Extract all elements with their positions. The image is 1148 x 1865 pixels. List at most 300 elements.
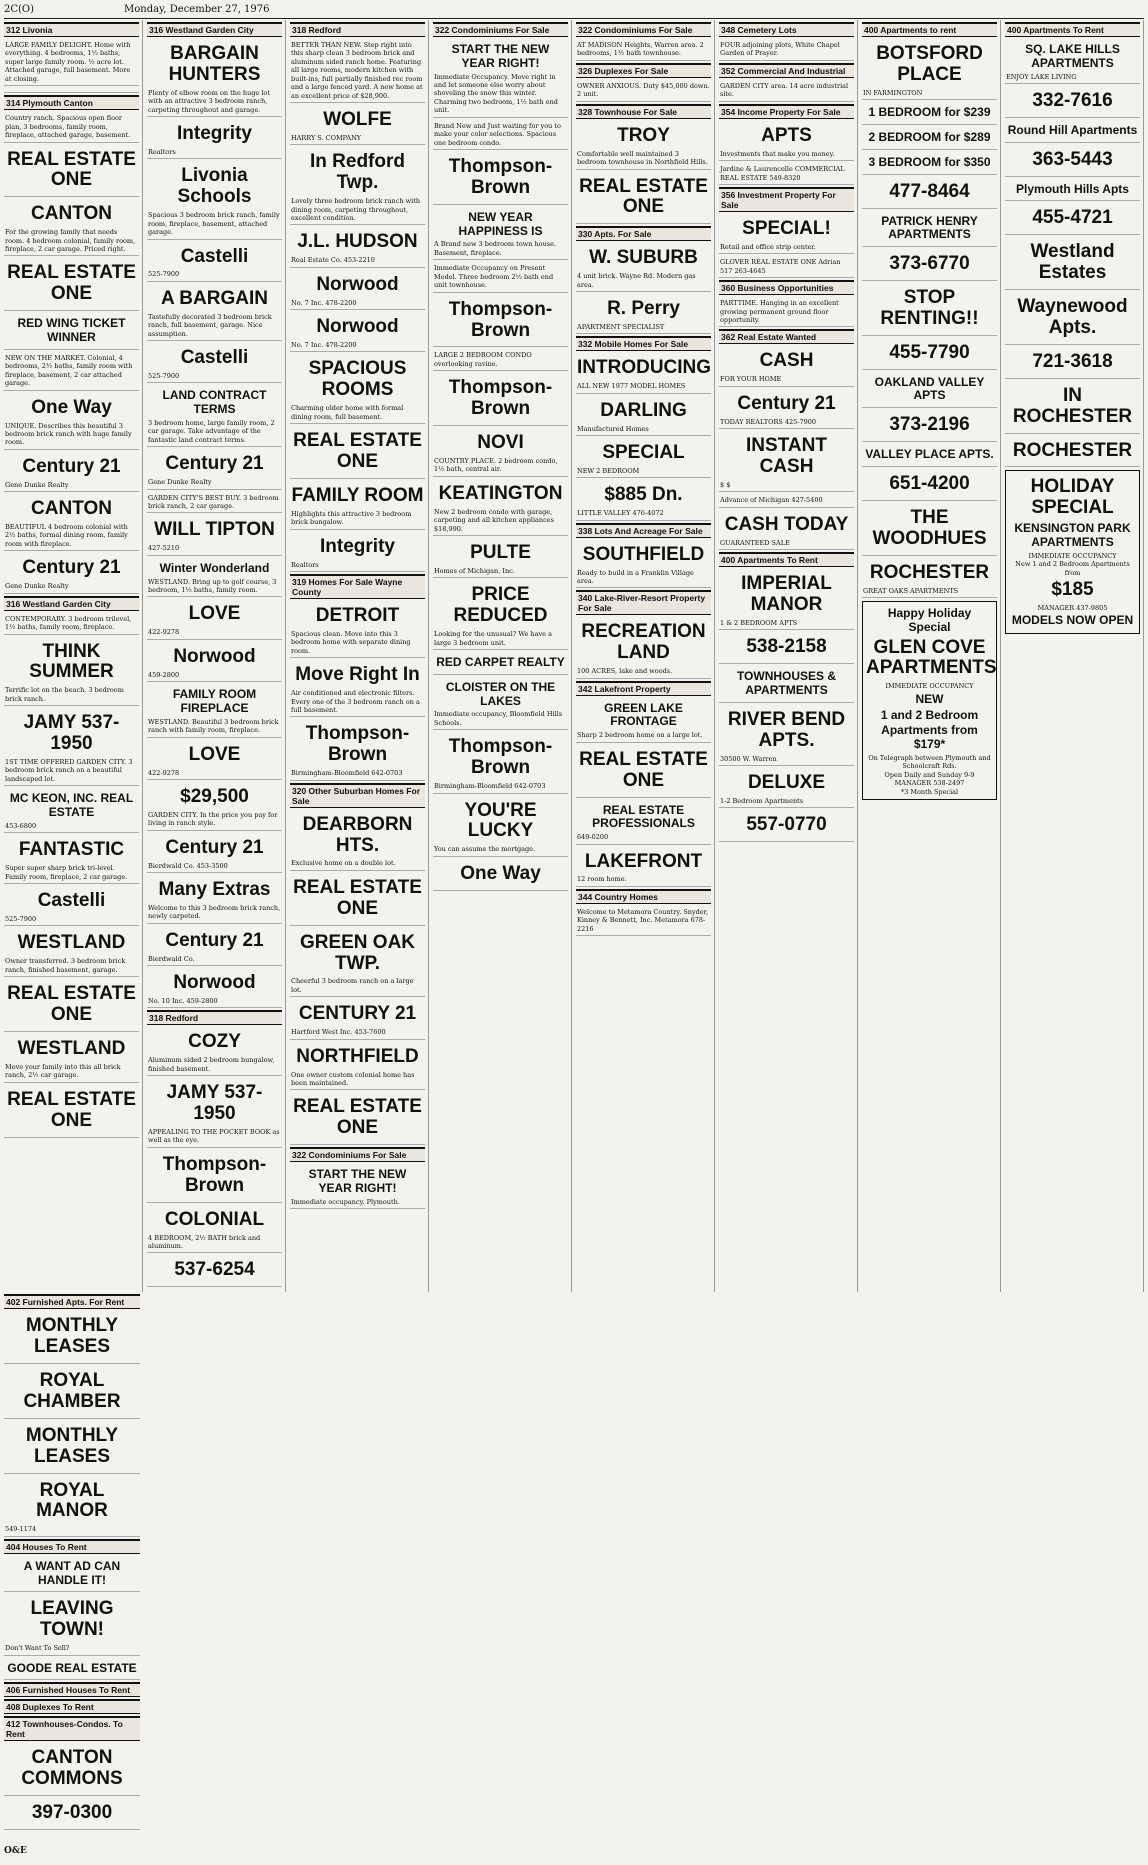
classified-ad (147, 161, 282, 239)
classified-ad (290, 873, 425, 926)
ad-headline: REAL ESTATE ONE (293, 876, 422, 919)
ad-headline: RED WING TICKET WINNER (17, 316, 126, 345)
ad-body: Realtors (291, 560, 319, 569)
column-1 (4, 20, 143, 1292)
ad-headline: 332-7616 (1032, 90, 1113, 112)
ad-body: One owner custom colonial home has been maintained. (291, 1070, 415, 1087)
ad-headline: Century 21 (22, 455, 121, 477)
ad-body: NEW 2 BEDROOM (577, 466, 640, 475)
holiday-special-ad (1005, 470, 1140, 634)
section-heading: 354 Income Property For Sale (719, 104, 854, 119)
ad-headline: Thompson-Brown (162, 1153, 267, 1196)
ad-headline: REAL ESTATE ONE (7, 148, 136, 191)
ad-headline: ROYAL MANOR (36, 1479, 108, 1522)
ad-body: Investments that make you money. (720, 149, 835, 158)
ad-body: 4 BEDROOM, 2½ BATH brick and aluminum. (148, 1233, 261, 1250)
ad-body: 649-0200 (577, 833, 609, 842)
ad-headline: DELUXE (747, 772, 826, 794)
classified-ad (147, 926, 282, 966)
ad-body: Move your family into this all brick ranch, 2½ car garage. (5, 1062, 121, 1080)
ad-headline: RECREATION LAND (581, 621, 706, 664)
classified-ad (576, 438, 711, 478)
section-heading: 408 Duplexes To Rent (4, 1699, 140, 1714)
classified-ad (719, 666, 854, 703)
ad-headline: Norwood (316, 316, 399, 338)
ad-headline: DEARBORN HTS. (302, 813, 413, 856)
ad-body: Welcome to Metamora Country. Snyder, Kinney & Bennett, Inc. Metamora 678-2216 (577, 907, 709, 933)
ad-body: Plenty of elbow room on the huge lot with an attractive 3 bedroom ranch, carpeting throughout and garage. (148, 88, 270, 114)
classified-ad (290, 928, 425, 998)
ad-headline: REAL ESTATE PROFESSIONALS (592, 802, 695, 831)
classified-ad (576, 540, 711, 589)
classified-ad (147, 684, 282, 737)
ad-body: Immediate Occupancy on Present Model. Three bedroom 2½ bath end unit townhouse. (434, 264, 554, 290)
classified-ad (576, 39, 711, 61)
column-7 (862, 20, 1001, 1292)
classified-ad (1005, 120, 1140, 143)
classified-ad (147, 642, 282, 682)
ad-headline: ROCHESTER (1012, 439, 1133, 461)
ad-headline: NOVI (477, 432, 524, 454)
ad-headline: Norwood (316, 273, 399, 295)
ad-headline: Livonia Schools (177, 165, 252, 208)
classified-ad (4, 39, 139, 86)
ad-body: COUNTRY PLACE. 2 bedroom condo, 1½ bath, central air. (434, 456, 558, 474)
ad-headline: Winter Wonderland (159, 560, 270, 575)
classified-ad (862, 410, 997, 442)
classified-ad (290, 105, 425, 145)
ad-headline: Century 21 (22, 557, 121, 579)
classified-ad (862, 127, 997, 150)
ad-headline: MC KEON, INC. REAL ESTATE (9, 791, 134, 820)
classified-ad (719, 163, 854, 185)
ad-headline: 455-4721 (1032, 207, 1113, 229)
ad-body: GLOVER REAL ESTATE ONE Adrian 517 263-4645 (720, 258, 841, 275)
ad-headline: Integrity (320, 535, 395, 557)
classified-ad (4, 452, 139, 492)
ad-headline: RIVER BEND APTS. (727, 708, 846, 751)
ad-headline: WOLFE (323, 109, 392, 131)
ad-headline: 2 BEDROOM for $289 (868, 130, 991, 145)
ad-body: NEW ON THE MARKET. Colonial, 4 bedrooms, 2½ baths, family room with fireplace, basement, 2 car attached garage. (5, 353, 133, 388)
classified-ad (147, 1205, 282, 1254)
section-heading: 322 Condominiums For Sale (433, 22, 568, 37)
ad-headline: MONTHLY LEASES (25, 1424, 119, 1467)
classified-ad (147, 39, 282, 117)
ad-headline: CLOISTER ON THE LAKES (445, 679, 556, 708)
ad-body: Looking for the unusual? We have a large 3 bedroom unit. (434, 630, 552, 647)
section-heading: 326 Duplexes For Sale (576, 63, 711, 78)
classified-ad (1005, 86, 1140, 118)
glen-cove-ad (862, 601, 997, 800)
classified-ad (719, 569, 854, 630)
ad-headline: 363-5443 (1032, 148, 1113, 170)
classified-ad (1005, 203, 1140, 235)
classified-ad (719, 80, 854, 102)
ad-body: UNIQUE. Describes this beautiful 3 bedroom brick ranch with huge family room. (5, 421, 132, 447)
ad-body: $ $ (720, 480, 731, 489)
ad-body: Birmingham-Bloomfield 642-0703 (291, 769, 403, 778)
ad-headline: 537-6254 (174, 1259, 255, 1281)
classified-ad (719, 297, 854, 327)
classified-ad (1005, 347, 1140, 379)
classified-ad (4, 928, 139, 977)
classified-ad (4, 1085, 139, 1138)
ad-body: No. 7 Inc. 478-2200 (291, 298, 357, 307)
ad-body: WESTLAND. Beautiful 3 bedroom brick ranch with family room, fireplace. (148, 717, 279, 735)
classified-ad (862, 503, 997, 556)
page-number: 2C(O) (4, 4, 35, 15)
section-heading: 322 Condominiums For Sale (576, 22, 711, 37)
ad-headline: 651-4200 (889, 472, 970, 494)
classified-ad (4, 1366, 140, 1419)
ad-headline: CENTURY 21 (298, 1003, 417, 1025)
ad-body: IN FARMINGTON (863, 88, 923, 97)
ad-headline: GREEN LAKE FRONTAGE (604, 700, 683, 729)
classified-ad (4, 1421, 140, 1474)
ad-body: LITTLE VALLEY 476-4072 (577, 509, 664, 518)
classified-ad (576, 745, 711, 798)
ad-headline: Century 21 (165, 836, 264, 858)
ad-body: 30500 W. Warren (720, 754, 777, 763)
ad-body: 549-1174 (5, 1525, 37, 1534)
ad-headline: Castelli (180, 347, 249, 369)
ad-headline: ROCHESTER (869, 561, 990, 583)
classified-ad (576, 480, 711, 520)
ad-body: GUARANTEED SALE (720, 538, 790, 547)
ad-body: Charming older home with formal dining room, full basement. (291, 404, 404, 421)
ad-headline: GREEN OAK TWP. (299, 931, 416, 974)
classified-ad (433, 479, 568, 536)
ad-headline: Century 21 (737, 392, 836, 414)
ad-body: Air conditioned and electronic filters. Every one of the 3 bedroom ranch on a full basement. (291, 689, 420, 714)
ad-body: 525-7900 (148, 270, 180, 279)
ad-body: Don't Want To Sell? (5, 1644, 70, 1653)
classified-ad (433, 373, 568, 426)
ad-body: No. 10 Inc. 459-2800 (148, 997, 218, 1006)
ad-headline: REAL ESTATE ONE (293, 430, 422, 473)
ad-body: Advance of Michigan 427-5400 (720, 496, 823, 505)
ad-headline: REAL ESTATE ONE (293, 1096, 422, 1139)
ad-body: 4 unit brick. Wayne Rd. Modern gas area. (577, 272, 696, 289)
ad-headline: INTRODUCING (577, 357, 712, 379)
ad-headline: CANTON COMMONS (21, 1747, 123, 1790)
ad-headline: REAL ESTATE ONE (579, 748, 708, 791)
ad-body: Homes of Michigan, Inc. (434, 566, 515, 575)
ad-headline: SPACIOUS ROOMS (308, 358, 407, 401)
classified-ad (290, 481, 425, 530)
classified-ad (290, 601, 425, 658)
ad-headline: DETROIT (315, 605, 400, 626)
column-4 (433, 20, 572, 1292)
ad-headline: Thompson-Brown (448, 156, 553, 198)
classified-ad (433, 120, 568, 150)
classified-ad (147, 782, 282, 831)
ad-headline: R. Perry (607, 298, 680, 320)
ad-body: 100 ACRES, lake and woods. (577, 667, 673, 676)
ad-body: No. 7 Inc. 478-2200 (291, 341, 357, 350)
classified-ad (290, 1092, 425, 1145)
classified-ad (433, 580, 568, 650)
ad-body: 427-5210 (148, 544, 180, 553)
holiday-ad-line: New 1 and 2 Bedroom Apartments from (1015, 560, 1130, 577)
glen-cove-ad-line: *3 Month Special (900, 787, 959, 796)
section-heading: 400 Apartments To Rent (719, 552, 854, 567)
section-heading: 400 Apartments to rent (862, 22, 997, 37)
ad-headline: YOU'RE LUCKY (464, 799, 537, 842)
ad-body: Immediate Occupancy. Move right in and let someone else worry about shoveling the snow this winter. Charming two bedroom, 1½ bath end unit. (434, 72, 558, 115)
ad-body: Aluminum sided 2 bedroom bungalow, finished basement. (148, 1056, 275, 1073)
classified-ad (576, 800, 711, 845)
section-heading: 314 Plymouth Canton (4, 95, 139, 110)
classified-ad (862, 372, 997, 409)
classified-ad (147, 968, 282, 1008)
ad-headline: Thompson-Brown (448, 377, 553, 420)
classified-ad (862, 152, 997, 175)
ad-body: Gene Dunke Realty (148, 478, 212, 487)
holiday-ad-line: MODELS NOW OPEN (1011, 613, 1134, 628)
ad-headline: COZY (188, 1031, 241, 1053)
classified-ad (576, 121, 711, 170)
classified-ad (290, 532, 425, 572)
classified-ad (147, 740, 282, 780)
ad-body: AT MADISON Heights, Warren area. 2 bedrooms, 1½ bath townhouse. (577, 41, 704, 58)
classified-ad (4, 1658, 140, 1681)
glen-cove-ad-line: MANAGER 538-2497 (894, 779, 965, 788)
column-3 (290, 20, 429, 1292)
section-heading: 318 Redford (147, 1010, 282, 1025)
classified-ad (4, 979, 139, 1032)
classified-ad (147, 599, 282, 639)
classified-ad (433, 295, 568, 348)
ad-headline: PRICE REDUCED (453, 584, 548, 627)
ad-body: Spacious clean. Move into this 3 bedroom home with separate dining room. (291, 629, 411, 655)
classified-ad (4, 494, 139, 551)
section-heading: 312 Livonia (4, 22, 139, 37)
ad-headline: Century 21 (165, 453, 264, 475)
classified-ad (862, 177, 997, 209)
ad-headline: BARGAIN HUNTERS (168, 43, 261, 85)
classified-ad (4, 613, 139, 635)
ad-body: FOUR adjoining plots, White Chapel Garden of Prayer. (720, 41, 840, 58)
classified-ad (4, 788, 139, 833)
ad-headline: Norwood (173, 645, 256, 667)
ad-body: WESTLAND. Bring up to golf course, 3 bedroom, 1½ baths, family room. (148, 577, 277, 595)
ad-body: 1ST TIME OFFERED GARDEN CITY. 3 bedroom brick ranch on a beautiful landscaped lot. (5, 757, 133, 783)
ad-body: APARTMENT SPECIALIST (577, 322, 665, 331)
classified-ad (290, 1164, 425, 1209)
ad-headline: TROY (617, 124, 670, 146)
classified-ad (433, 796, 568, 857)
section-heading: 328 Townhouse For Sale (576, 104, 711, 119)
ad-headline: ROYAL CHAMBER (23, 1370, 121, 1412)
classified-ad (147, 558, 282, 598)
ad-headline: 477-8464 (889, 180, 970, 202)
ad-headline: THINK SUMMER (29, 640, 114, 683)
ad-body: TODAY REALTORS 425-7900 (720, 417, 817, 426)
ad-headline: One Way (31, 396, 112, 418)
ad-body: GREAT OAKS APARTMENTS (863, 586, 959, 595)
classified-ad (147, 385, 282, 447)
ad-body: 1 & 2 BEDROOM APTS (720, 618, 798, 627)
ad-headline: One Way (460, 862, 541, 884)
ad-body: 525-7900 (148, 371, 180, 380)
ad-body: Super super sharp brick tri-level. Family room, fireplace, 2 car garage. (5, 864, 128, 881)
classified-ad (862, 39, 997, 100)
classified-ad (147, 1078, 282, 1148)
ad-headline: Castelli (180, 245, 249, 267)
holiday-ad-line: MANAGER 437-9805 (1037, 604, 1108, 612)
classified-ad (1005, 237, 1140, 290)
column-5 (576, 20, 715, 1292)
section-heading: 330 Apts. For Sale (576, 226, 711, 241)
ad-body: 525-7900 (5, 914, 37, 923)
ad-headline: TOWNHOUSES & APARTMENTS (736, 669, 837, 698)
holiday-ad-line: $185 (1051, 579, 1094, 601)
section-heading: 352 Commercial And Industrial (719, 63, 854, 78)
section-heading: 402 Furnished Apts. For Rent (4, 1294, 140, 1309)
ad-body: Owner transferred. 3 bedroom brick ranch, finished basement, garage. (5, 957, 126, 974)
ad-headline: $29,500 (180, 785, 249, 807)
ad-body: Spacious 3 bedroom brick ranch, family room, fireplace, basement, attached garage. (148, 211, 280, 237)
ad-headline: FAMILY ROOM FIREPLACE (172, 687, 257, 715)
ad-headline: NORTHFIELD (296, 1045, 419, 1067)
ad-headline: SOUTHFIELD (582, 543, 705, 565)
classified-ad (1005, 292, 1140, 345)
classified-ad (719, 121, 854, 161)
classified-ad (290, 426, 425, 479)
ad-body: Immediate occupancy, Bloomfield Hills Schools. (434, 710, 563, 727)
classified-ad (4, 886, 139, 926)
ad-headline: WESTLAND (17, 1037, 126, 1059)
classified-ad (719, 431, 854, 492)
ad-body: LARGE FAMILY DELIGHT. Home with everything. 4 bedrooms, 1½ baths, super large family room. ½ acre lot. Attached garage, full basement. More at closing. (5, 41, 131, 83)
ad-headline: Century 21 (165, 929, 264, 951)
ad-headline: SPECIAL! (742, 217, 831, 239)
section-heading: 406 Furnished Houses To Rent (4, 1682, 140, 1697)
ad-headline: REAL ESTATE ONE (7, 262, 136, 305)
ad-headline: Thompson-Brown (448, 736, 553, 779)
ad-body: Country ranch. Spacious open floor plan, 3 bedrooms, family room, fireplace, attached garage, basement. (5, 114, 131, 140)
classified-ad (4, 145, 139, 198)
classified-ad (862, 249, 997, 281)
classified-ad (433, 538, 568, 578)
classified-ad (862, 338, 997, 370)
ad-body: Cheerful 3 bedroom ranch on a large lot. (291, 977, 414, 994)
ad-headline: REAL ESTATE ONE (7, 1088, 136, 1131)
ad-body: OWNER ANXIOUS. Duty $45,000 down. 2 unit. (577, 81, 710, 99)
ad-headline: LAND CONTRACT TERMS (162, 388, 267, 417)
ad-headline: START THE NEW YEAR RIGHT! (308, 1167, 407, 1195)
classified-ad (862, 444, 997, 467)
ad-headline: JAMY 537-1950 (166, 1082, 263, 1125)
classified-ad (433, 732, 568, 793)
ad-body: Real Estate Co. 453-2210 (291, 256, 375, 265)
ad-headline: 1 BEDROOM for $239 (868, 105, 991, 120)
classified-ad (433, 262, 568, 292)
section-heading: 360 Business Opportunities (719, 280, 854, 295)
classified-ad (4, 1743, 140, 1796)
ad-body: Birmingham-Bloomfield 642-0703 (434, 782, 546, 791)
glen-cove-ad-line: Happy Holiday Special (887, 605, 972, 634)
ad-headline: INSTANT CASH (746, 435, 827, 478)
classified-ad (147, 284, 282, 341)
classified-ad (719, 494, 854, 507)
ad-headline: 397-0300 (31, 1802, 113, 1824)
ad-headline: Many Extras (158, 879, 271, 901)
ad-headline: LAKEFRONT (584, 850, 703, 872)
classified-ad (862, 558, 997, 598)
ad-headline: W. SUBURB (589, 247, 698, 269)
classified-ad (1005, 381, 1140, 434)
ad-body: LARGE 2 BEDROOM CONDO overlooking ravine. (434, 351, 532, 368)
ad-body: HARRY S. COMPANY (291, 133, 362, 142)
classified-ad (433, 39, 568, 118)
holiday-ad-line: HOLIDAY SPECIAL (1030, 476, 1115, 519)
classified-ad (147, 449, 282, 489)
classified-ad (290, 39, 425, 103)
classified-ad (147, 343, 282, 383)
classified-ad (147, 833, 282, 873)
classified-ad (576, 617, 711, 678)
section-heading: 318 Redford (290, 22, 425, 37)
classified-ad (147, 1255, 282, 1287)
classified-ad (290, 227, 425, 267)
column-6 (719, 20, 858, 1292)
classified-ad (719, 256, 854, 278)
ad-headline: 373-2196 (889, 414, 970, 436)
ad-body: 12 room home. (577, 875, 627, 884)
ad-body: APPEALING TO THE POCKET BOOK as well as the eye. (148, 1128, 280, 1145)
classified-ad (719, 705, 854, 766)
glen-cove-ad-line: Open Daily and Sunday 9-9 (884, 770, 975, 779)
ad-body: ALL NEW 1977 MODEL HOMES (577, 382, 686, 391)
classified-ad (433, 207, 568, 260)
ad-body: Ready to build in a Franklin Village area. (577, 568, 694, 586)
classified-ad (290, 660, 425, 717)
classified-ad (147, 515, 282, 555)
section-heading: 362 Real Estate Wanted (719, 329, 854, 344)
ad-headline: Plymouth Hills Apts (1016, 181, 1129, 196)
ad-headline: MONTHLY LEASES (25, 1315, 119, 1358)
ad-body: A Brand new 3 bedroom town house. Basement, fireplace. (434, 240, 557, 257)
section-heading: 400 Apartments To Rent (1005, 22, 1140, 37)
ad-headline: JAMY 537-1950 (23, 712, 120, 755)
classified-ad (1005, 145, 1140, 177)
ad-body: You can assume the mortgage. (434, 845, 536, 854)
classified-ad (290, 270, 425, 310)
ad-body: Sharp 2 bedroom home on a large lot. (577, 731, 703, 740)
classified-ad (433, 349, 568, 371)
classified-ad (576, 396, 711, 436)
section-heading: 316 Westland Garden City (4, 596, 139, 611)
ad-headline: KEATINGTON (438, 482, 563, 504)
ad-body: Bierdwald Co. 453-3500 (148, 861, 228, 870)
ad-headline: THE WOODHUES (872, 506, 987, 549)
section-heading: 344 Country Homes (576, 889, 711, 904)
ad-body: Lovely three bedroom brick ranch with dining room, carpeting throughout, excellent condition. (291, 197, 421, 223)
classified-ad (290, 810, 425, 871)
column-9 (4, 1292, 143, 1835)
classified-ad (862, 211, 997, 248)
section-heading: 319 Homes For Sale Wayne County (290, 574, 425, 599)
ad-headline: STOP RENTING!! (880, 286, 979, 329)
ad-body: Jardine & Laurencelle COMMERCIAL REAL ESTATE 549-8320 (720, 165, 845, 182)
glen-cove-ad-line: 1 and 2 Bedroom (880, 707, 979, 722)
classified-ad (147, 242, 282, 282)
ad-body: For the growing family that needs room. 4 bedroom colonial, family room, fireplace, 2 car garage. Priced right. (5, 228, 136, 254)
classified-ad (576, 353, 711, 393)
